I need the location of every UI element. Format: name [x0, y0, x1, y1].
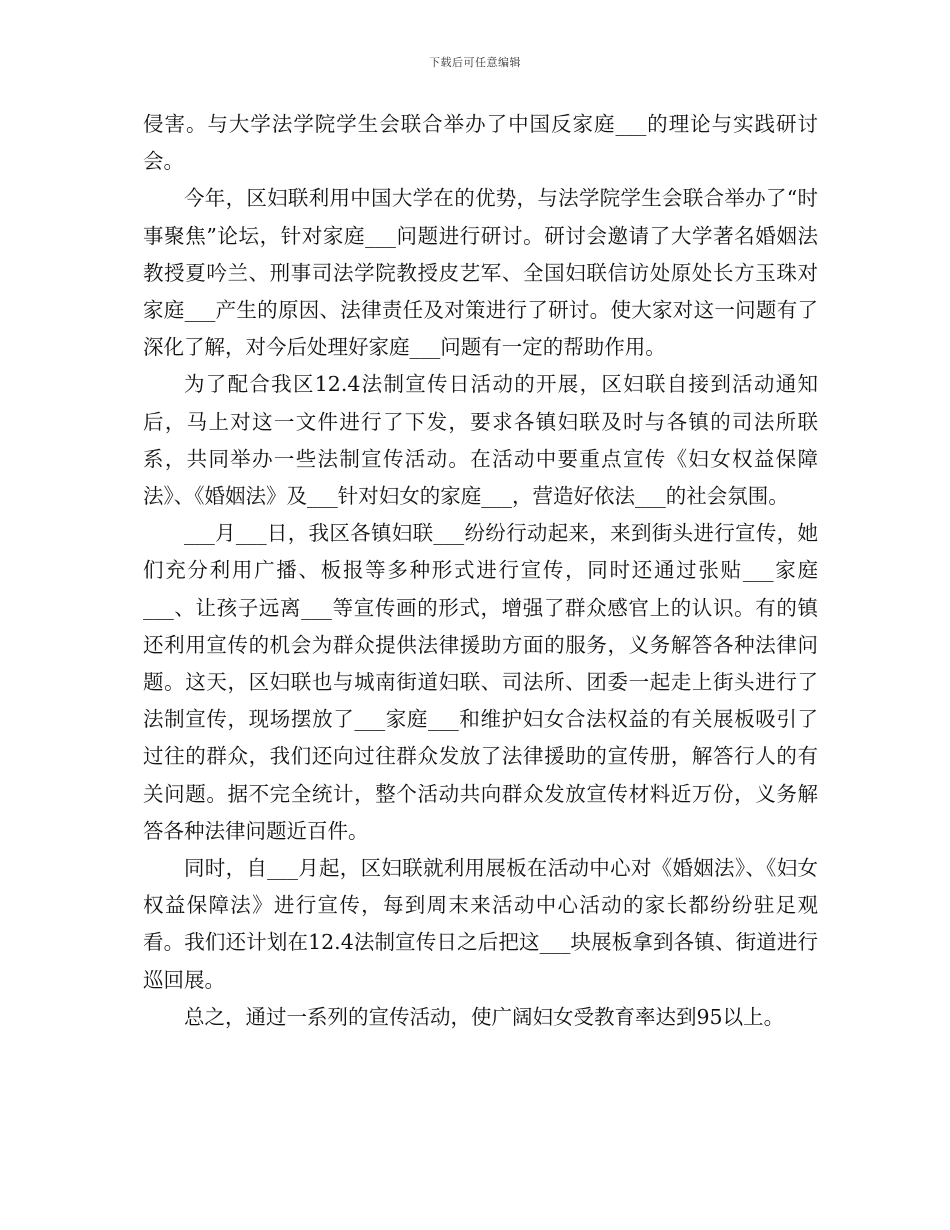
paragraph-6: 总之，通过一系列的宣传活动，使广阔妇女受教育率达到95以上。: [184, 1004, 785, 1029]
paragraph-1: 侵害。与大学法学院学生会联合举办了中国反家庭___的理论与实践研讨会。: [143, 112, 818, 174]
page-header: 下载后可任意编辑: [429, 56, 521, 69]
paragraph-2: 今年，区妇联利用中国大学在的优势，与法学院学生会联合举办了“时事聚焦”论坛，针对家庭___问题进行研讨。研讨会邀请了大学著名婚姻法教授夏吟兰、刑事司法学院教授皮艺军、全国妇联信访处原处长方玉珠对家庭___产生的原因、法律责任及对策进行了研讨。使大家对这一问题有了深化了解，对今后处理好家庭___问题有一定的帮助作用。: [143, 186, 818, 360]
document-body: [143, 106, 818, 1036]
paragraph-3: 为了配合我区12.4法制宣传日活动的开展，区妇联自接到活动通知后，马上对这一文件进行了下发，要求各镇妇联及时与各镇的司法所联系，共同举办一些法制宣传活动。在活动中要重点宣传《妇女权益保障法》、《婚姻法》及___针对妇女的家庭___，营造好依法___的社会氛围。: [143, 372, 818, 509]
paragraph-4: ___月___日，我区各镇妇联___纷纷行动起来，来到街头进行宣传，她们充分利用广播、板报等多种形式进行宣传，同时还通过张贴___家庭___、让孩子远离___等宣传画的形式，增强了群众感官上的认识。有的镇还利用宣传的机会为群众提供法律援助方面的服务，义务解答各种法律问题。这天，区妇联也与城南街道妇联、司法所、团委一起走上街头进行了法制宣传，现场摆放了___家庭___和维护妇女合法权益的有关展板吸引了过往的群众，我们还向过往群众发放了法律援助的宣传册，解答行人的有关问题。据不完全统计，整个活动共向群众发放宣传材料近万份，义务解答各种法律问题近百件。: [143, 521, 818, 843]
paragraph-5: 同时，自___月起，区妇联就利用展板在活动中心对《婚姻法》、《妇女权益保障法》进行宣传，每到周末来活动中心活动的家长都纷纷驻足观看。我们还计划在12.4法制宣传日之后把这___块展板拿到各镇、街道进行巡回展。: [143, 856, 818, 992]
